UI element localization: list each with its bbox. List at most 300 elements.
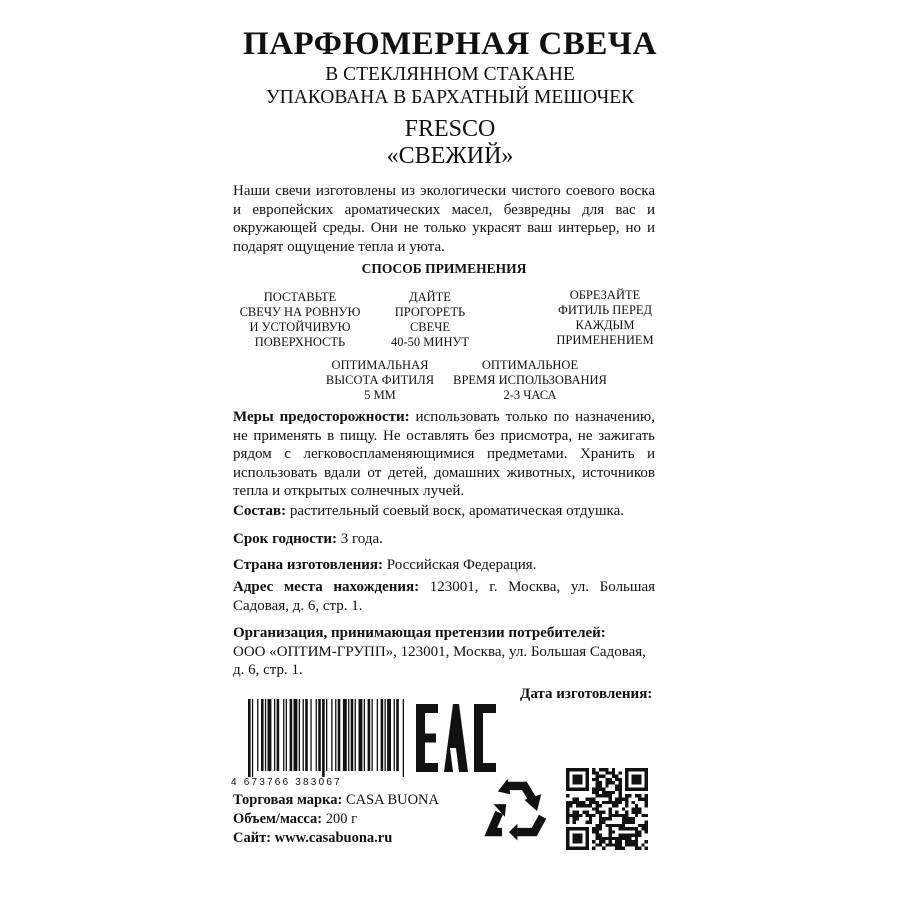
qr-module (569, 768, 572, 771)
qr-module (628, 840, 631, 843)
qr-module (599, 788, 602, 791)
qr-module (576, 768, 579, 771)
qr-module (635, 834, 638, 837)
qr-module (586, 820, 589, 823)
qr-module (635, 781, 638, 784)
qr-module (579, 827, 582, 830)
qr-module (586, 827, 589, 830)
step-line: ПОВЕРХНОСТЬ (254, 335, 346, 349)
qr-module (592, 840, 595, 843)
qr-module (615, 798, 618, 801)
qr-module (582, 827, 585, 830)
qr-module (569, 814, 572, 817)
barcode-bar (381, 699, 384, 771)
qr-module (573, 847, 576, 850)
qr-module (579, 801, 582, 804)
qr-module (612, 804, 615, 807)
qr-module (599, 781, 602, 784)
composition-label: Состав: (233, 503, 287, 519)
qr-module (586, 837, 589, 840)
qr-module (622, 847, 625, 850)
qr-module (592, 771, 595, 774)
qr-module (596, 837, 599, 840)
qr-module (592, 801, 595, 804)
claims-text: ООО «ОПТИМ-ГРУПП», 123001, Москва, ул. Большая Садовая, д. 6, стр. 1. (233, 643, 646, 678)
qr-module (579, 768, 582, 771)
step-line: СВЕЧЕ (409, 320, 451, 334)
qr-module (602, 840, 605, 843)
qr-module (573, 801, 576, 804)
step-line: И УСТОЙЧИВУЮ (249, 320, 351, 334)
qr-module (602, 794, 605, 797)
qr-module (645, 820, 648, 823)
qr-module (576, 837, 579, 840)
qr-module (602, 847, 605, 850)
qr-module (641, 814, 644, 817)
qr-module (612, 830, 615, 833)
shelf-life (233, 530, 655, 549)
barcode-bar (377, 699, 378, 771)
qr-module (599, 824, 602, 827)
qr-module (632, 820, 635, 823)
qr-module (645, 801, 648, 804)
barcode-bar (277, 699, 280, 771)
qr-module (625, 798, 628, 801)
qr-module (618, 827, 621, 830)
qr-module (592, 827, 595, 830)
qr-module (586, 775, 589, 778)
qr-module (618, 788, 621, 791)
qr-module (599, 794, 602, 797)
qr-module (602, 791, 605, 794)
qr-module (645, 827, 648, 830)
precautions-label: Меры предосторожности: (233, 409, 410, 425)
qr-module (573, 827, 576, 830)
qr-module (612, 781, 615, 784)
qr-module (605, 791, 608, 794)
barcode-bar (348, 699, 349, 771)
qr-module (625, 820, 628, 823)
qr-module (586, 814, 589, 817)
qr-module (625, 817, 628, 820)
barcode-bar (359, 699, 363, 771)
qr-module (589, 820, 592, 823)
barcode-bar (355, 699, 356, 771)
barcode-bar (305, 699, 308, 771)
qr-module (579, 834, 582, 837)
usage-step-trim (530, 288, 680, 348)
qr-module (622, 834, 625, 837)
qr-module (615, 837, 618, 840)
subtitle-line-2: УПАКОВАНА В БАРХАТНЫЙ МЕШОЧЕК (265, 87, 635, 108)
qr-module (605, 824, 608, 827)
step-line: КАЖДЫМ (575, 318, 635, 332)
qr-module (645, 778, 648, 781)
address-text: 123001, г. Москва, ул. Большая Садовая, д. 6, стр. 1. (233, 579, 656, 614)
qr-module (641, 798, 644, 801)
qr-module (573, 768, 576, 771)
qr-module (635, 827, 638, 830)
qr-module (645, 788, 648, 791)
qr-module (625, 778, 628, 781)
qr-module (605, 784, 608, 787)
address (233, 578, 655, 615)
qr-module (612, 771, 615, 774)
qr-module (566, 830, 569, 833)
barcode-bar (316, 699, 317, 771)
qr-module (641, 768, 644, 771)
qr-module (645, 830, 648, 833)
qr-module (635, 768, 638, 771)
qr-module (576, 847, 579, 850)
qr-module (592, 807, 595, 810)
qr-module (576, 778, 579, 781)
qr-module (618, 791, 621, 794)
site-value: www.casabuona.ru (271, 830, 393, 846)
qr-module (602, 817, 605, 820)
qr-module (625, 811, 628, 814)
qr-module (586, 768, 589, 771)
qr-module (582, 804, 585, 807)
qr-module (625, 827, 628, 830)
qr-module (573, 814, 576, 817)
site-line (233, 830, 392, 847)
barcode-digits: 4 673766 383067 (231, 777, 342, 787)
qr-module (586, 781, 589, 784)
qr-module (599, 817, 602, 820)
barcode-bar (294, 699, 298, 771)
qr-module (618, 801, 621, 804)
volume-label: Объем/масса: (233, 811, 323, 827)
composition (233, 502, 655, 521)
barcode-bar (335, 699, 336, 771)
barcode-bar (396, 699, 399, 771)
qr-module (569, 804, 572, 807)
qr-module (599, 768, 602, 771)
usage-wick-height (300, 358, 460, 403)
qr-module (625, 784, 628, 787)
qr-module (625, 843, 628, 846)
qr-module (628, 843, 631, 846)
step-line: ДАЙТЕ (409, 290, 451, 304)
qr-module (615, 804, 618, 807)
qr-module (638, 811, 641, 814)
qr-module (645, 840, 648, 843)
qr-module (605, 801, 608, 804)
qr-module (566, 837, 569, 840)
volume-value: 200 г (322, 811, 358, 827)
qr-module (622, 837, 625, 840)
qr-module (612, 824, 615, 827)
barcode-bar (372, 699, 373, 771)
qr-module (632, 834, 635, 837)
qr-module (615, 778, 618, 781)
barcode-bar (286, 699, 287, 771)
qr-module (609, 811, 612, 814)
brand-label: Торговая марка: (233, 792, 343, 808)
qr-module (586, 840, 589, 843)
qr-module (599, 804, 602, 807)
qr-module (609, 843, 612, 846)
qr-module (625, 804, 628, 807)
qr-module (592, 814, 595, 817)
qr-module (638, 798, 641, 801)
qr-module (579, 840, 582, 843)
qr-module (592, 768, 595, 771)
qr-module (609, 834, 612, 837)
qr-module (618, 784, 621, 787)
qr-module (638, 834, 641, 837)
qr-module (612, 801, 615, 804)
claims-label: Организация, принимающая претензии потребителей: (233, 625, 606, 641)
qr-module (622, 817, 625, 820)
qr-module (612, 843, 615, 846)
qr-module (645, 775, 648, 778)
qr-module (615, 840, 618, 843)
brand-line (233, 792, 439, 809)
shelf-life-text: 3 года. (336, 531, 383, 547)
qr-module (599, 827, 602, 830)
qr-module (566, 827, 569, 830)
qr-module (602, 837, 605, 840)
qr-module (632, 807, 635, 810)
qr-module (599, 843, 602, 846)
qr-module (635, 778, 638, 781)
qr-module (566, 778, 569, 781)
qr-module (635, 788, 638, 791)
step-line: 40-50 МИНУТ (391, 335, 469, 349)
qr-module (566, 788, 569, 791)
qr-module (632, 768, 635, 771)
qr-module (573, 788, 576, 791)
qr-module (576, 798, 579, 801)
barcode-bar (364, 699, 365, 771)
step-line: ФИТИЛЬ ПЕРЕД (557, 303, 653, 317)
qr-module (638, 775, 641, 778)
barcode-icon (228, 697, 408, 787)
barcode-bar (290, 699, 293, 771)
qr-module (586, 804, 589, 807)
qr-module (625, 801, 628, 804)
qr-module (579, 837, 582, 840)
qr-module (579, 847, 582, 850)
qr-module (566, 847, 569, 850)
barcode-bar (403, 699, 404, 777)
qr-module (586, 847, 589, 850)
qr-module (632, 788, 635, 791)
qr-module (632, 781, 635, 784)
qr-module (579, 788, 582, 791)
qr-module (622, 798, 625, 801)
country-text: Российская Федерация. (383, 557, 537, 573)
qr-module (602, 820, 605, 823)
usage-step-place (225, 290, 375, 350)
qr-module (566, 840, 569, 843)
barcode-bar (368, 699, 371, 771)
claims-organization (233, 624, 655, 680)
qr-module (605, 768, 608, 771)
qr-module (566, 834, 569, 837)
qr-module (638, 781, 641, 784)
qr-module (615, 775, 618, 778)
qr-module (622, 824, 625, 827)
qr-module (566, 843, 569, 846)
qr-module (582, 801, 585, 804)
qr-module (628, 837, 631, 840)
qr-module (566, 801, 569, 804)
qr-module (625, 781, 628, 784)
qr-module (586, 771, 589, 774)
qr-module (596, 781, 599, 784)
step-line: СВЕЧУ НА РОВНУЮ (239, 305, 361, 319)
qr-module (628, 768, 631, 771)
qr-module (645, 847, 648, 850)
qr-module (582, 811, 585, 814)
qr-module (622, 807, 625, 810)
qr-module (576, 801, 579, 804)
qr-module (615, 814, 618, 817)
country-of-origin (233, 556, 655, 575)
barcode-bar (303, 699, 304, 771)
qr-module (615, 824, 618, 827)
step-line: ПОСТАВЬТЕ (263, 290, 337, 304)
qr-module (573, 820, 576, 823)
qr-module (605, 781, 608, 784)
qr-module (615, 847, 618, 850)
qr-module (566, 804, 569, 807)
usage-step-burn (365, 290, 495, 350)
qr-module (612, 775, 615, 778)
qr-module (602, 775, 605, 778)
qr-module (599, 775, 602, 778)
qr-module (599, 814, 602, 817)
barcode-bar (343, 699, 347, 771)
qr-module (622, 820, 625, 823)
qr-module (609, 798, 612, 801)
qr-module (632, 778, 635, 781)
qr-module (635, 811, 638, 814)
qr-module (609, 814, 612, 817)
qr-module (628, 834, 631, 837)
qr-module (602, 811, 605, 814)
qr-module (566, 771, 569, 774)
qr-module (638, 788, 641, 791)
barcode-bar (331, 699, 332, 771)
step-line: ОПТИМАЛЬНАЯ (331, 358, 429, 372)
country-label: Страна изготовления: (233, 557, 383, 573)
volume-line (233, 811, 357, 828)
product-title: ПАРФЮМЕРНАЯ СВЕЧА (243, 26, 657, 62)
qr-module (618, 824, 621, 827)
qr-module (618, 771, 621, 774)
qr-module (566, 794, 569, 797)
qr-module (609, 801, 612, 804)
qr-module (573, 798, 576, 801)
qr-module (635, 830, 638, 833)
qr-module (602, 788, 605, 791)
qr-module (609, 830, 612, 833)
qr-module (625, 771, 628, 774)
step-line: 5 ММ (364, 388, 396, 402)
step-line: ОБРЕЗАЙТЕ (569, 288, 641, 302)
precautions (233, 408, 655, 501)
step-line: ВЫСОТА ФИТИЛЯ (325, 373, 435, 387)
qr-module (599, 820, 602, 823)
step-line: ПРОГОРЕТЬ (394, 305, 466, 319)
qr-module (576, 817, 579, 820)
qr-module (609, 840, 612, 843)
qr-module (566, 820, 569, 823)
barcode-bar (326, 699, 327, 771)
qr-module (596, 775, 599, 778)
qr-module (632, 811, 635, 814)
qr-module (596, 778, 599, 781)
qr-module (569, 788, 572, 791)
qr-code-icon (566, 768, 648, 850)
qr-module (579, 814, 582, 817)
qr-module (628, 794, 631, 797)
qr-module (618, 814, 621, 817)
qr-module (592, 847, 595, 850)
qr-module (589, 798, 592, 801)
qr-module (622, 814, 625, 817)
qr-module (609, 824, 612, 827)
qr-module (596, 811, 599, 814)
qr-module (592, 798, 595, 801)
recycle-icon (481, 776, 551, 842)
qr-module (632, 843, 635, 846)
qr-module (569, 847, 572, 850)
brand-value: CASA BUONA (342, 792, 439, 808)
qr-module (599, 837, 602, 840)
qr-module (618, 794, 621, 797)
qr-module (612, 837, 615, 840)
precautions-text: использовать только по назначению, не применять в пищу. Не оставлять без присмотра, не зажигать рядом с легковоспламеняющимися предметами. Хранить и использовать вдали от детей, домашних животных, источников тепла и открытых солнечных лучей. (233, 409, 655, 499)
qr-module (605, 794, 608, 797)
qr-module (573, 817, 576, 820)
fragrance-name: FRESCO (404, 116, 496, 142)
qr-module (579, 804, 582, 807)
qr-module (628, 827, 631, 830)
qr-module (609, 807, 612, 810)
qr-module (638, 830, 641, 833)
qr-module (586, 834, 589, 837)
qr-module (632, 827, 635, 830)
barcode-bar (299, 699, 300, 771)
step-line: ПРИМЕНЕНИЕМ (556, 333, 654, 347)
qr-module (615, 811, 618, 814)
qr-module (641, 827, 644, 830)
qr-module (569, 801, 572, 804)
qr-module (596, 834, 599, 837)
qr-module (586, 843, 589, 846)
qr-module (625, 794, 628, 797)
qr-module (582, 847, 585, 850)
qr-module (566, 817, 569, 820)
qr-module (589, 804, 592, 807)
qr-module (638, 824, 641, 827)
barcode-bar (274, 699, 275, 771)
barcode-bar (322, 699, 325, 777)
barcode-bar (257, 699, 258, 771)
qr-module (576, 781, 579, 784)
qr-module (625, 788, 628, 791)
qr-module (573, 775, 576, 778)
qr-module (586, 830, 589, 833)
qr-module (618, 843, 621, 846)
barcode-bar (387, 699, 391, 771)
barcode-bar (351, 699, 354, 771)
